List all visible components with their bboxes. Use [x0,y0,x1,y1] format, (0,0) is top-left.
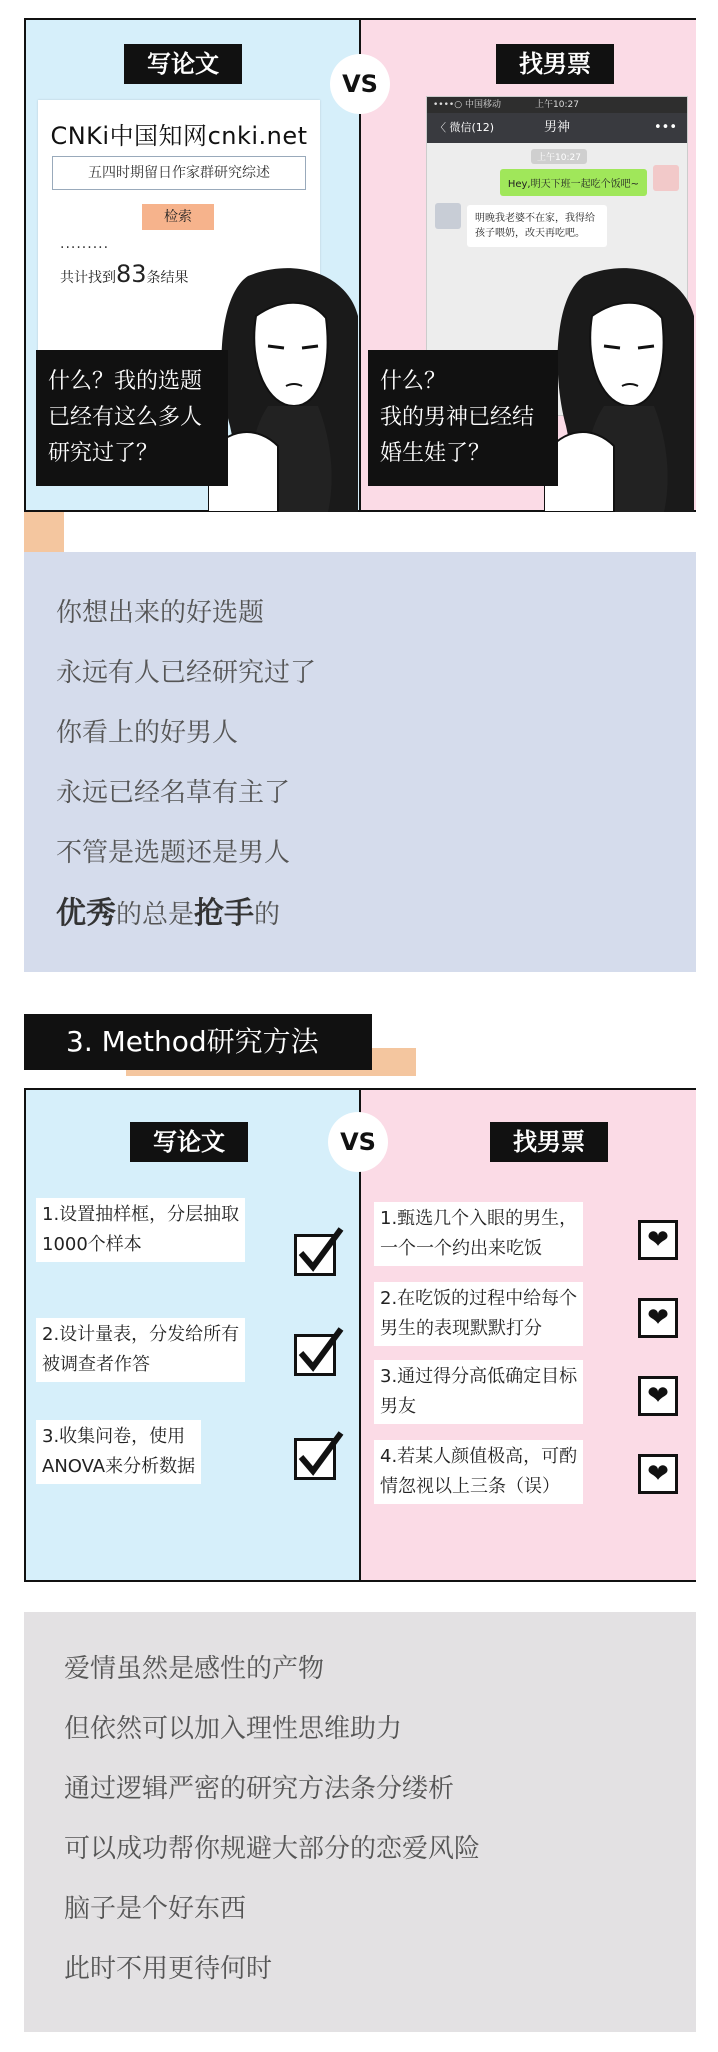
back-button[interactable]: 〈 微信(12) [435,121,495,134]
heart-checkbox-icon[interactable]: ❤ [638,1376,678,1416]
section-title: 3. Method研究方法 [24,1014,372,1070]
incoming-message: 明晚我老婆不在家，我得给孩子喂奶，改天再吃吧。 [467,205,607,247]
heart-checkbox-icon[interactable]: ❤ [638,1298,678,1338]
avatar [653,165,679,191]
comparison-panel-2 [24,1088,696,1582]
method-step: 3.收集问卷，使用 ANOVA来分析数据 [36,1420,201,1484]
summary-box-1 [24,552,696,972]
heart-checkbox-icon[interactable]: ❤ [638,1220,678,1260]
method-step: 1.设置抽样框，分层抽取 1000个样本 [36,1198,245,1262]
text-line: 永远有人已经研究过了 [56,658,317,688]
text-line: 脑子是个好东西 [64,1894,247,1924]
right-tag: 找男票 [490,1122,608,1162]
summary-box-2 [24,1612,696,2032]
vs-badge: VS [328,1112,388,1172]
dating-step: 2.在吃饭的过程中给每个 男生的表现默默打分 [374,1282,583,1346]
vs-badge: VS [330,54,390,114]
dating-step: 4.若某人颜值极高，可酌 情忽视以上三条（误） [374,1440,583,1504]
woman-illustration [544,256,694,512]
cnki-logo: CNKi中国知网cnki.net [50,122,308,150]
text-line: 爱情虽然是感性的产物 [64,1654,325,1684]
heart-checkbox-icon[interactable]: ❤ [638,1454,678,1494]
text-line: 永远已经名草有主了 [56,778,291,808]
result-count: 共计找到83条结果 [60,260,189,288]
search-input[interactable]: 五四时期留日作家群研究综述 [52,156,306,190]
text-line: 不管是选题还是男人 [56,838,291,868]
checkbox-checked[interactable] [294,1438,336,1480]
dating-step: 3.通过得分高低确定目标 男友 [374,1360,583,1424]
method-step: 2.设计量表，分发给所有 被调查者作答 [36,1318,245,1382]
more-icon[interactable]: ••• [653,120,677,135]
accent-block [24,512,64,552]
message-time: 上午10:27 [531,149,587,164]
text-line: 你看上的好男人 [56,718,239,748]
text-line-emphasis: 优秀的总是抢手的 [56,896,281,931]
ellipsis-dots: ......... [60,236,110,252]
speech-box-right: 什么？ 我的男神已经结 婚生娃了？ [368,350,558,486]
left-tag: 写论文 [130,1122,248,1162]
chat-header [427,113,687,143]
right-tag: 找男票 [496,44,614,84]
outgoing-message: Hey,明天下班一起吃个饭吧~ [500,169,647,196]
contact-name: 男神 [543,120,570,135]
woman-illustration [208,256,358,512]
comparison-panel-1 [24,18,696,512]
text-line: 此时不用更待何时 [64,1954,273,1984]
checkbox-checked[interactable] [294,1234,336,1276]
text-line: 可以成功帮你规避大部分的恋爱风险 [64,1834,481,1864]
text-line: 但依然可以加入理性思维助力 [64,1714,403,1744]
text-line: 你想出来的好选题 [56,598,265,628]
left-tag: 写论文 [124,44,242,84]
avatar [435,203,461,229]
text-line: 通过逻辑严密的研究方法条分缕析 [64,1774,455,1804]
speech-box-left: 什么？我的选题 已经有这么多人 研究过了？ [36,350,228,486]
search-button[interactable]: 检索 [142,204,214,230]
checkbox-checked[interactable] [294,1334,336,1376]
dating-step: 1.甄选几个入眼的男生， 一个一个约出来吃饭 [374,1202,583,1266]
status-bar: ••••○ 中国移动 上午10:27 [427,97,687,113]
